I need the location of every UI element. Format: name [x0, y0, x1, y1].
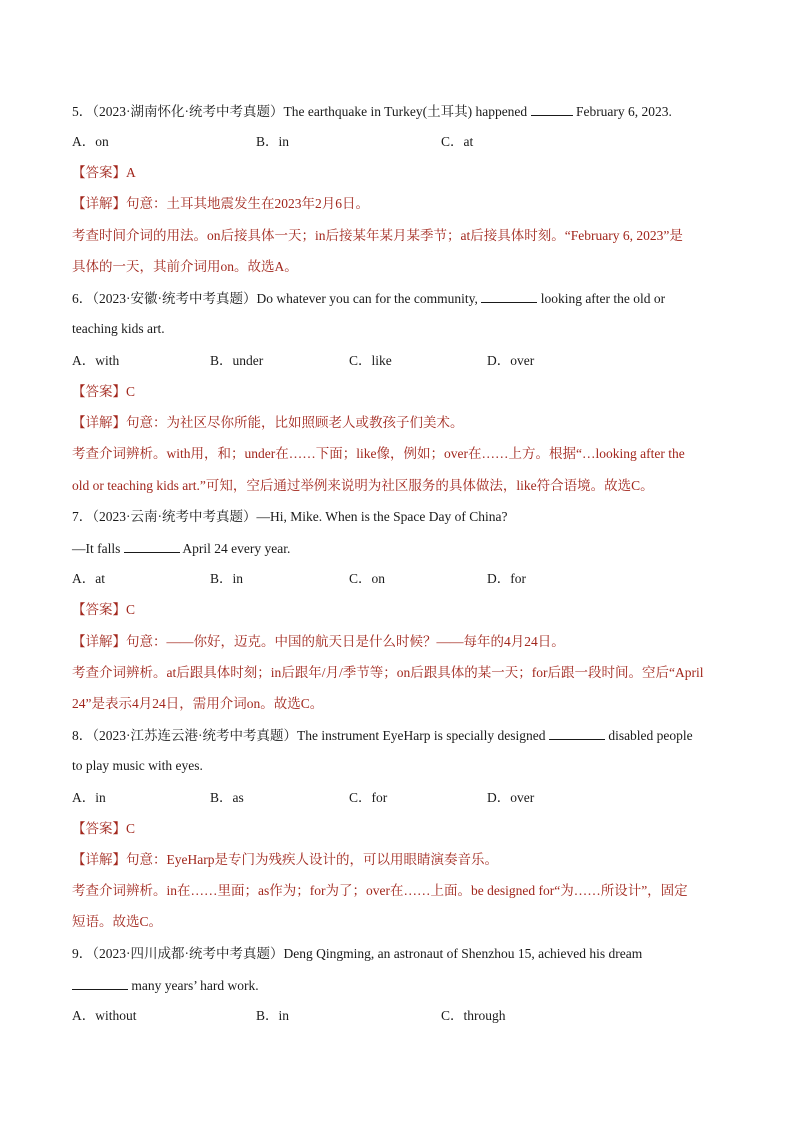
- q7-blank: [124, 539, 180, 553]
- q7-option-d: D．for: [487, 571, 526, 586]
- q6-option-b: B．under: [210, 353, 264, 368]
- q5-blank: [531, 102, 573, 116]
- q5-option-b: B．in: [256, 134, 290, 149]
- q6-option-a: A．with: [72, 353, 120, 368]
- q8-option-a: A．in: [72, 790, 106, 805]
- q6-detail-2: 考查介词辨析。with用，和；under在……下面；like像，例如；over在……上方。根据“…looking after the: [72, 446, 685, 461]
- q7-stem-2: —It falls April 24 every year.: [72, 541, 291, 556]
- q5-answer: 【答案】A: [72, 165, 136, 180]
- q7-detail-2: 考查介词辨析。at后跟具体时刻；in后跟年/月/季节等；on后跟具体的某一天；for后跟一段时间。空后“April: [72, 665, 704, 680]
- q8-stem: 8．（2023·江苏连云港·统考中考真题）The instrument EyeHarp is specially designed disabled people: [72, 728, 693, 743]
- q5-option-c: C．at: [441, 134, 474, 149]
- q6-detail-3: old or teaching kids art.”可知，空后通过举例来说明为社区服务的具体做法，like符合语境。故选C。: [72, 478, 654, 493]
- q7-option-c: C．on: [349, 571, 386, 586]
- q7-answer: 【答案】C: [72, 602, 136, 617]
- q9-blank: [72, 976, 128, 990]
- q5-stem: 5．（2023·湖南怀化·统考中考真题）The earthquake in Turkey(土耳其) happened February 6, 2023.: [72, 104, 672, 119]
- q6-option-c: C．like: [349, 353, 392, 368]
- q9-option-c: C．through: [441, 1008, 506, 1023]
- q7-stem: 7．（2023·云南·统考中考真题）—Hi, Mike. When is the Space Day of China?: [72, 509, 508, 524]
- q9-option-b: B．in: [256, 1008, 290, 1023]
- q5-detail-1: 【详解】句意：土耳其地震发生在2023年2月6日。: [72, 196, 369, 211]
- q6-answer: 【答案】C: [72, 384, 136, 399]
- q8-detail-3: 短语。故选C。: [72, 914, 163, 929]
- q8-stem-2: to play music with eyes.: [72, 758, 203, 773]
- q6-blank: [481, 289, 537, 303]
- q8-answer: 【答案】C: [72, 821, 136, 836]
- q7-detail-1: 【详解】句意：——你好，迈克。中国的航天日是什么时候？——每年的4月24日。: [72, 634, 565, 649]
- q6-detail-1: 【详解】句意：为社区尽你所能，比如照顾老人或教孩子们美术。: [72, 415, 464, 430]
- q8-detail-2: 考查介词辨析。in在……里面；as作为；for为了；over在……上面。be designed for“为……所设计”，固定: [72, 883, 688, 898]
- q5-option-a: A．on: [72, 134, 109, 149]
- q7-option-b: B．in: [210, 571, 244, 586]
- q8-option-d: D．over: [487, 790, 535, 805]
- q7-detail-3: 24”是表示4月24日，需用介词on。故选C。: [72, 696, 324, 711]
- q5-detail-2: 考查时间介词的用法。on后接具体一天；in后接某年某月某季节；at后接具体时刻。“February 6, 2023”是: [72, 228, 683, 243]
- q8-option-b: B．as: [210, 790, 244, 805]
- q6-stem-2: teaching kids art.: [72, 321, 165, 336]
- q8-blank: [549, 726, 605, 740]
- q6-stem: 6．（2023·安徽·统考中考真题）Do whatever you can for the community, looking after the old or: [72, 291, 666, 306]
- q6-option-d: D．over: [487, 353, 535, 368]
- q8-detail-1: 【详解】句意：EyeHarp是专门为残疾人设计的，可以用眼睛演奏音乐。: [72, 852, 498, 867]
- q7-option-a: A．at: [72, 571, 105, 586]
- q8-option-c: C．for: [349, 790, 388, 805]
- q9-stem-2: many years’ hard work.: [72, 976, 734, 995]
- q9-option-a: A．without: [72, 1008, 137, 1023]
- q9-stem: 9．（2023·四川成都·统考中考真题）Deng Qingming, an astronaut of Shenzhou 15, achieved his dream: [72, 946, 643, 961]
- q5-detail-3: 具体的一天，其前介词用on。故选A。: [72, 259, 298, 274]
